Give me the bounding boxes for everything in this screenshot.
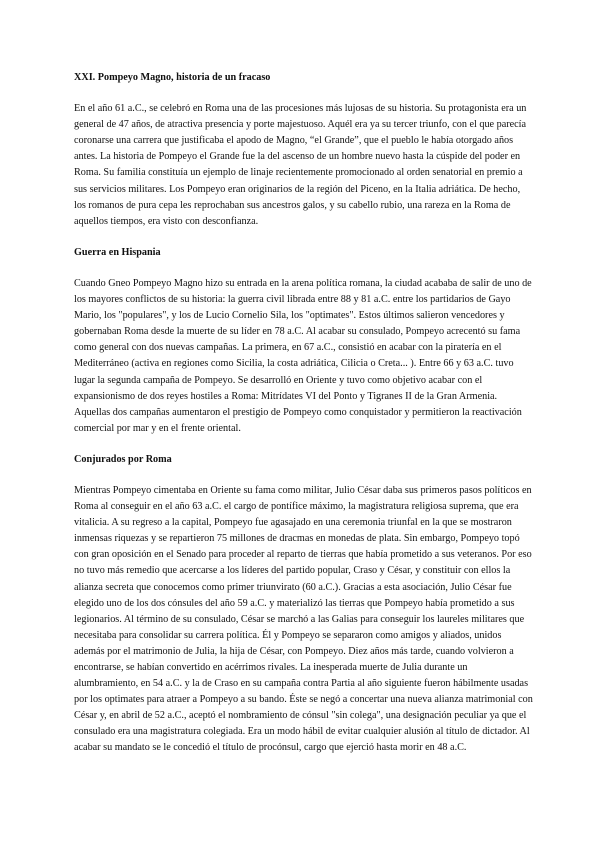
document-page [74,70,534,757]
conjurados-paragraph: Mientras Pompeyo cimentaba en Oriente su fama como militar, Julio César daba sus primeros pasos políticos en Roma al conseguir en el año 63 a.C. el cargo de pontífice máximo, la magistratura religiosa suprema, que era vitalicia. A su regreso a la capital, Pompeyo fue agasajado en una ceremonia triunfal en la que se mostraron inmensas riquezas y se repartieron 75 millones de dracmas en monedas de plata. Sin embargo, Pompeyo topó con gran oposición en el Senado para proceder al reparto de tierras que había prometido a sus veteranos. Por eso no tuvo más remedio que acercarse a los líderes del partido popular, Craso y César, y constituir con ellos la alianza secreta que conocemos como primer triunvirato (60 a.C.). Gracias a esta asociación, Julio César fue elegido uno de los dos cónsules del año 59 a.C. y materializó las tierras que Pompeyo había prometido a sus legionarios. Al término de su consulado, César se marchó a las Galias para conseguir los laureles militares que necesitaba para consolidar su carrera política. Él y Pompeyo se separaron como amigos y aliados, unidos además por el matrimonio de Julia, la hija de César, con Pompeyo. Diez años más tarde, cuando volvieron a encontrarse, se habían convertido en acérrimos rivales. La inesperada muerte de Julia durante un alumbramiento, en 54 a.C. y la de Craso en su campaña contra Partia al año siguiente fueron hábilmente usadas por los optimates para atraer a Pompeyo a su bando. Éste se negó a concertar una nueva alianza matrimonial con César y, en abril de 52 a.C., aceptó el nombramiento de cónsul "sin colega", una designación peculiar ya que el consulado era una magistratura colegiada. Era un modo hábil de evitar cualquier alusión al título de dictador. Al acabar su mandato se le concedió el título de procónsul, cargo que ejerció hasta morir en 48 a.C. [74,484,533,754]
document-title: XXI. Pompeyo Magno, historia de un fracaso [74,72,271,83]
hispania-paragraph: Cuando Gneo Pompeyo Magno hizo su entrada en la arena política romana, la ciudad acababa de salir de uno de los mayores conflictos de su historia: la guerra civil librada entre 88 y 81 a.C. entre los partidarios de Gayo Mario, los "populares", y los de Lucio Cornelio Sila, los "optimates". Estos últimos salieron vencedores y gobernaban Roma desde la muerte de su líder en 78 a.C. Al acabar su consulado, Pompeyo acrecentó su fama como general con dos nuevas campañas. La primera, en 67 a.C., consistió en acabar con la piratería en el Mediterráneo (activa en regiones como Sicilia, la costa adriática, Cilicia o Creta... ). Entre 66 y 63 a.C. tuvo lugar la segunda campaña de Pompeyo. Se desarrolló en Oriente y tuvo como objetivo acabar con el expansionismo de dos reyes hostiles a Roma: Mitrídates VI del Ponto y Tigranes II de la Gran Armenia. Aquellas dos campañas aumentaron el prestigio de Pompeyo como conquistador y permitieron la reactivación comercial por mar y en el frente oriental. [74,277,532,434]
section-heading-hispania: Guerra en Hispania [74,246,161,258]
intro-paragraph: En el año 61 a.C., se celebró en Roma una de las procesiones más lujosas de su historia. Su protagonista era un general de 47 años, de atractiva presencia y porte majestuoso. Aquél era ya su tercer triunfo, con el que parecía coronarse una carrera que justificaba el apodo de Magno, “el Grande”, que el pueblo le había otorgado años antes. La historia de Pompeyo el Grande fue la del ascenso de un hombre nuevo hasta la cúspide del poder en Roma. Su familia constituía un ejemplo de linaje recientemente promocionado al orden senatorial en premio a sus servicios militares. Los Pompeyo eran originarios de la región del Piceno, en la Italia adriática. De hecho, los romanos de pura cepa les reprochaban sus ancestros galos, y su cabello rubio, una rareza en la Roma de aquellos tiempos, era visto con desconfianza. [74,103,527,227]
section-heading-conjurados: Conjurados por Roma [74,453,172,465]
